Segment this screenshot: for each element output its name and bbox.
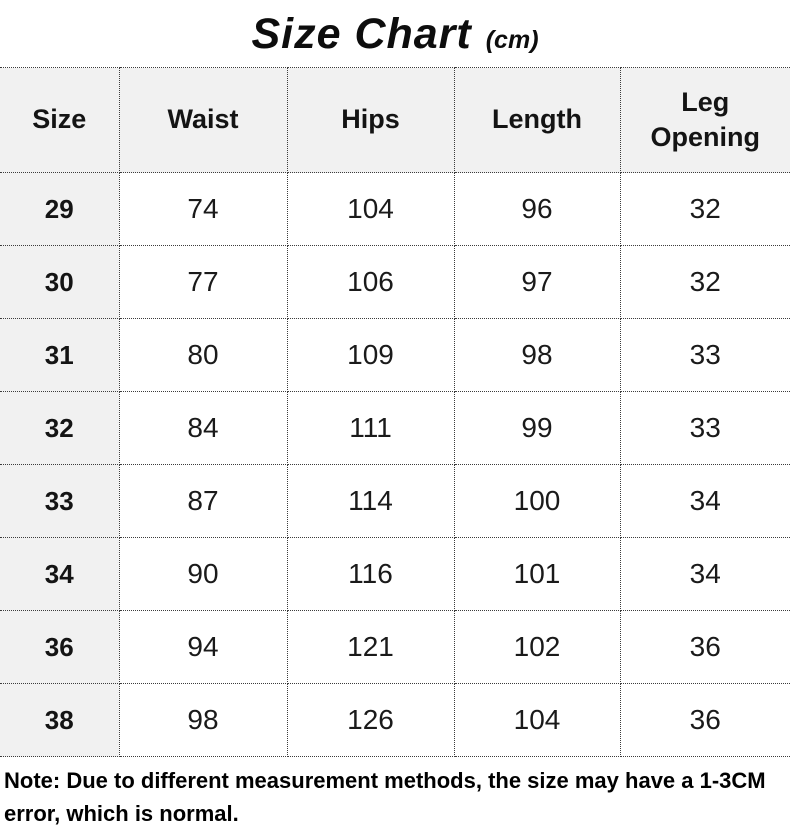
data-cell: 116 <box>287 538 454 611</box>
table-row <box>0 538 790 611</box>
header-cell-size: Size <box>0 68 119 173</box>
data-cell: 104 <box>454 684 620 757</box>
data-cell: 33 <box>620 392 790 465</box>
data-cell: 98 <box>119 684 287 757</box>
data-cell: 90 <box>119 538 287 611</box>
page-title-text: Size Chart <box>251 10 472 58</box>
data-cell: 97 <box>454 246 620 319</box>
header-row <box>0 68 790 173</box>
data-cell: 33 <box>620 319 790 392</box>
data-cell: 98 <box>454 319 620 392</box>
data-cell: 74 <box>119 173 287 246</box>
title-unit-label: (cm) <box>485 26 539 54</box>
table-row <box>0 684 790 757</box>
data-cell: 104 <box>287 173 454 246</box>
size-chart-table <box>0 67 790 757</box>
data-cell: 121 <box>287 611 454 684</box>
table-row <box>0 246 790 319</box>
data-cell: 111 <box>287 392 454 465</box>
page-title <box>0 0 790 67</box>
data-cell: 77 <box>119 246 287 319</box>
data-cell: 87 <box>119 465 287 538</box>
size-cell: 31 <box>0 319 119 392</box>
table-row <box>0 465 790 538</box>
header-cell-hips: Hips <box>287 68 454 173</box>
data-cell: 126 <box>287 684 454 757</box>
data-cell: 102 <box>454 611 620 684</box>
data-cell: 34 <box>620 538 790 611</box>
size-cell: 33 <box>0 465 119 538</box>
size-cell: 32 <box>0 392 119 465</box>
data-cell: 34 <box>620 465 790 538</box>
header-cell-waist: Waist <box>119 68 287 173</box>
data-cell: 96 <box>454 173 620 246</box>
data-cell: 109 <box>287 319 454 392</box>
data-cell: 106 <box>287 246 454 319</box>
data-cell: 94 <box>119 611 287 684</box>
table-row <box>0 611 790 684</box>
size-cell: 36 <box>0 611 119 684</box>
data-cell: 32 <box>620 173 790 246</box>
data-cell: 36 <box>620 684 790 757</box>
size-cell: 34 <box>0 538 119 611</box>
data-cell: 100 <box>454 465 620 538</box>
data-cell: 114 <box>287 465 454 538</box>
data-cell: 99 <box>454 392 620 465</box>
table-row <box>0 319 790 392</box>
data-cell: 32 <box>620 246 790 319</box>
table-row <box>0 392 790 465</box>
size-cell: 29 <box>0 173 119 246</box>
header-cell-leg-opening: Leg Opening <box>620 68 790 173</box>
size-cell: 30 <box>0 246 119 319</box>
header-cell-length: Length <box>454 68 620 173</box>
size-cell: 38 <box>0 684 119 757</box>
table-row <box>0 173 790 246</box>
data-cell: 36 <box>620 611 790 684</box>
data-cell: 80 <box>119 319 287 392</box>
measurement-note: Note: Due to different measurement methods, the size may have a 1-3CM error, which is normal. <box>4 768 766 826</box>
data-cell: 101 <box>454 538 620 611</box>
data-cell: 84 <box>119 392 287 465</box>
